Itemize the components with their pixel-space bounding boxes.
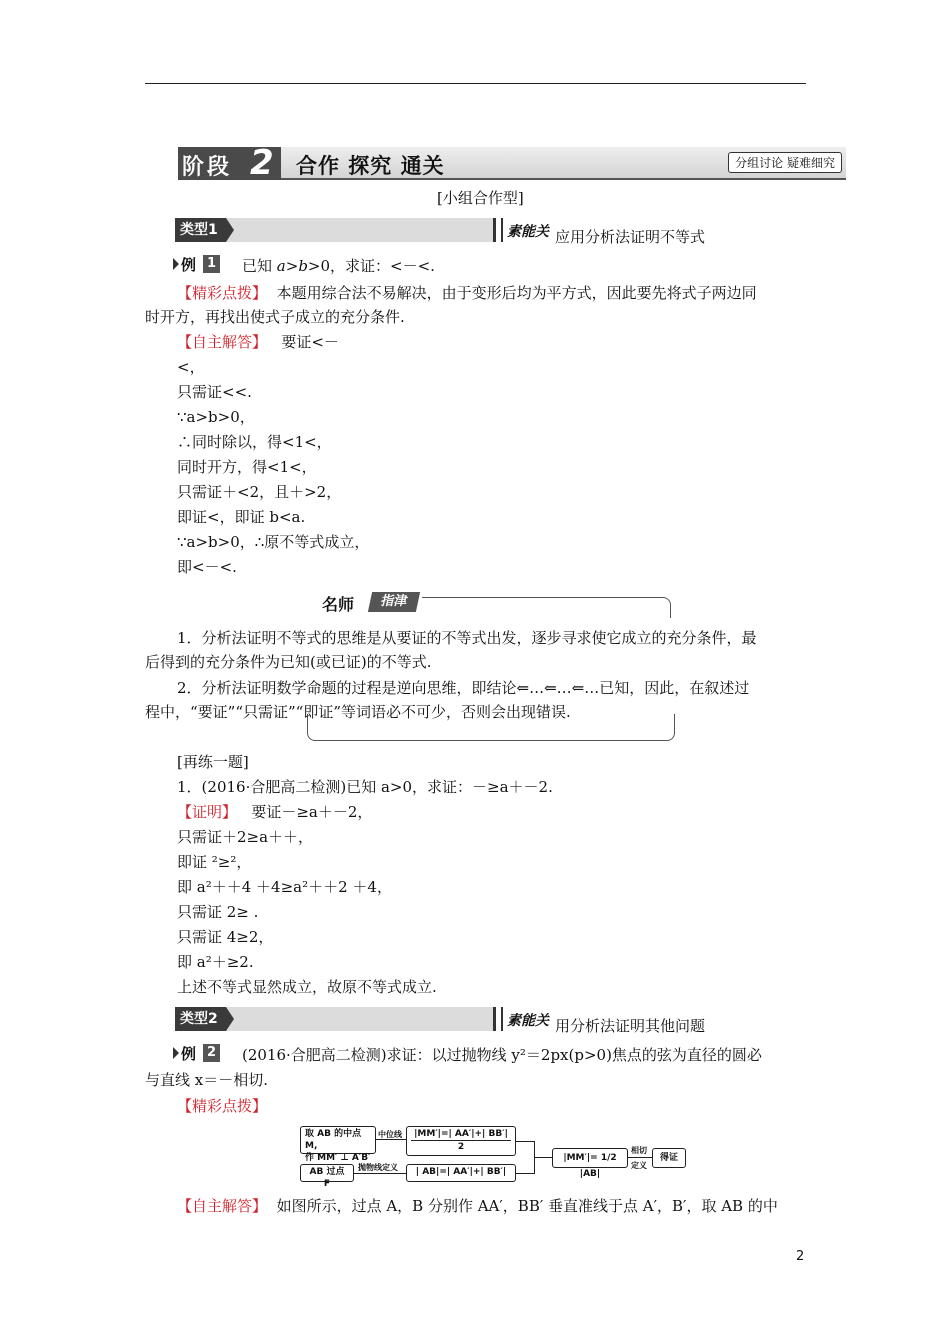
flow-arrow: [354, 1173, 406, 1174]
example1-number: 1: [203, 255, 220, 273]
tips-para1: 1．分析法证明不等式的思维是从要证的不等式出发，逐步寻求使它成立的充分条件，最: [177, 629, 757, 647]
solution-line: 即证<，即证 b<a.: [177, 508, 306, 526]
stage-title: 合作 探究 通关: [296, 154, 445, 178]
q-var-b: b: [298, 257, 308, 275]
type2-skill: 素能关: [507, 1013, 549, 1029]
proof-line: 上述不等式显然成立，故原不等式成立.: [177, 978, 437, 996]
proof-line: 即 a²＋≥2.: [177, 953, 254, 971]
proof-label: 【证明】: [177, 803, 238, 821]
solution-line: 即<－<.: [177, 558, 237, 576]
type1-bar: [175, 218, 495, 242]
example1-word: 例: [181, 256, 197, 274]
type1-num: 1: [208, 222, 218, 238]
example1-question: [242, 256, 435, 276]
flow-text: 作 MM′ ⊥ A′B′: [305, 1153, 371, 1163]
example2-word: 例: [181, 1045, 197, 1063]
proof-first: 要证－≥a＋－2，: [251, 803, 373, 821]
solution-first: 要证<－: [281, 333, 339, 351]
type2-title: 用分析法证明其他问题: [555, 1017, 706, 1035]
group-label: [小组合作型]: [437, 189, 524, 207]
tips-para2-cont: 程中，“要证”“只需证”“即证”等词语必不可少，否则会出现错误.: [145, 703, 571, 721]
flow-label-midline: 中位线: [378, 1130, 402, 1139]
flow-connector: [516, 1173, 534, 1174]
type1-label-block: [175, 218, 226, 242]
stage-banner: [178, 143, 846, 183]
type1-title: 应用分析法证明不等式: [555, 228, 706, 246]
type2-num: 2: [208, 1011, 218, 1027]
solution-label: 【自主解答】: [177, 1197, 268, 1215]
example1-solution: [177, 332, 339, 352]
proof-line: 即证 ²≥²，: [177, 853, 252, 871]
solution-line: ∵a>b>0，∴原不等式成立，: [177, 533, 370, 551]
flow-label-def: 定义: [631, 1161, 647, 1170]
page-number: 2: [796, 1249, 805, 1264]
type1-arrow: [226, 218, 234, 242]
solution-text: 如图所示，过点 A，B 分别作 AA′，BB′ 垂直准线于点 A′，B′，取 AB 的中: [276, 1197, 778, 1215]
solution-line: 同时开方，得<1<，: [177, 458, 317, 476]
q-part: >: [285, 257, 299, 275]
stage-tag: 分组讨论 疑难细究: [728, 152, 842, 173]
example2-tip-label: 【精彩点拨】: [177, 1097, 268, 1115]
tips-name: 名师: [322, 595, 355, 614]
example2-number: 2: [203, 1044, 220, 1062]
practice-header: [再练一题]: [177, 753, 249, 771]
flow-box-proved: 得证: [652, 1148, 686, 1168]
solution-line: <，: [177, 358, 205, 376]
type2-label: 类型: [180, 1011, 208, 1027]
type2-divider: [493, 1007, 503, 1031]
tips-badge: 指津: [368, 592, 420, 612]
flow-arrow: [534, 1157, 552, 1158]
flow-text: 取 AB 的中点 M,: [305, 1129, 362, 1151]
proof-line: 即 a²＋＋4 ＋4≥a²＋＋2 ＋4，: [177, 878, 392, 896]
proof-line: 只需证 4≥2，: [177, 928, 274, 946]
flow-box-midpoint: [300, 1126, 376, 1163]
type2-bar: [175, 1007, 495, 1031]
flow-connector: [516, 1141, 534, 1142]
type1-label: 类型: [180, 222, 208, 238]
proof-line: 只需证＋2≥a＋＋，: [177, 828, 314, 846]
flow-text: 2: [411, 1140, 511, 1153]
flow-label-tangent: 相切: [631, 1146, 647, 1155]
solution-line: ∵a>b>0，: [177, 408, 255, 426]
q-part: 已知: [242, 257, 277, 275]
tip-text: 本题用综合法不易解决，由于变形后均为平方式，因此要先将式子两边同: [276, 284, 757, 302]
solution-line: 只需证<<.: [177, 383, 252, 401]
flow-arrow: [628, 1157, 652, 1158]
flow-box-half: |MM′|= 1/2 |AB|: [552, 1148, 628, 1168]
example2-question-cont: 与直线 x＝－相切.: [145, 1071, 268, 1089]
type1-divider: [493, 218, 503, 242]
tips-top-border: [422, 597, 671, 618]
example1-tip: [177, 283, 757, 303]
flow-box-focus: AB 过点 F: [300, 1164, 354, 1182]
flow-box-ab: | AB|=| AA′|+| BB′|: [406, 1164, 516, 1182]
q-part: >0，求证：<－<.: [307, 257, 435, 275]
tips-para1-cont: 后得到的充分条件为已知(或已证)的不等式.: [145, 653, 432, 671]
type2-arrow: [226, 1007, 234, 1031]
flow-chart: [298, 1124, 688, 1190]
flow-box-mm: [406, 1126, 516, 1156]
tip-label: 【精彩点拨】: [177, 284, 268, 302]
stage-number: 2: [250, 143, 274, 183]
solution-label: 【自主解答】: [177, 333, 268, 351]
practice-question: 1．(2016·合肥高二检测)已知 a>0，求证：－≥a＋－2.: [177, 778, 553, 796]
example1-tip-cont: 时开方，再找出使式子成立的充分条件.: [145, 308, 405, 326]
top-rule: [145, 83, 806, 84]
flow-text: |MM′|=| AA′|+| BB′|: [414, 1129, 508, 1139]
example2-arrow: [173, 1047, 179, 1059]
solution-line: ∴同时除以，得<1<，: [177, 433, 332, 451]
solution-line: 只需证＋<2，且＋>2，: [177, 483, 342, 501]
tips-para2: 2．分析法证明数学命题的过程是逆向思维，即结论⇐…⇐…⇐…已知，因此，在叙述过: [177, 679, 750, 697]
flow-label-definition: 抛物线定义: [358, 1163, 398, 1172]
type1-skill: 素能关: [507, 224, 549, 240]
type2-label-block: [175, 1007, 226, 1031]
proof-line: 只需证 2≥ .: [177, 903, 259, 921]
stage-word: 阶段: [182, 155, 233, 180]
q-var-a: a: [276, 257, 286, 275]
example1-arrow: [173, 258, 179, 270]
practice-proof: [177, 802, 372, 822]
example2-question: (2016·合肥高二检测)求证：以过抛物线 y²＝2px(p>0)焦点的弦为直径的圆必: [242, 1046, 762, 1064]
example2-solution: [177, 1196, 778, 1216]
